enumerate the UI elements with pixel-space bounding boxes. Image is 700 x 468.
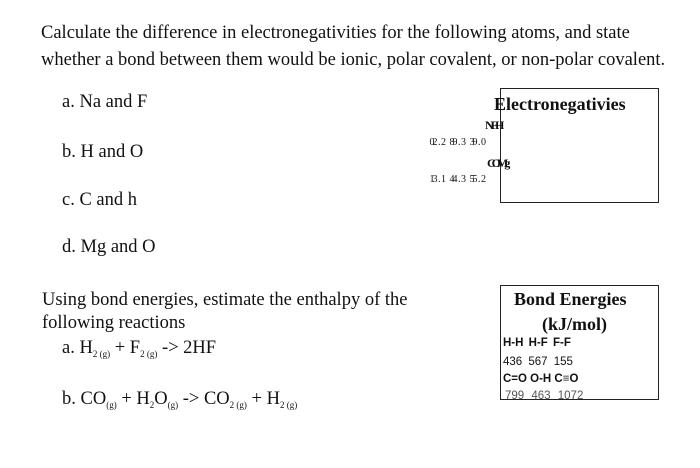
question-text: Mg and O: [80, 237, 156, 257]
question-letter: d.: [62, 237, 76, 257]
bond-headers-row2: C=O O-H C≡O: [503, 373, 579, 385]
reaction-o: O: [154, 389, 168, 409]
reaction-co: CO: [80, 389, 107, 409]
bond-energy-title-2: (kJ/mol): [542, 314, 607, 334]
bond-values-row1: 436 567 155: [503, 356, 573, 368]
question-a: [62, 92, 147, 113]
question-c: [62, 190, 137, 211]
reaction-h: H: [79, 338, 93, 358]
question-d: [62, 237, 156, 258]
bond-values-row2: 799 463 1072: [505, 390, 584, 402]
bond-energy-title-1: Bond Energies: [514, 289, 627, 309]
bond-headers-row1: H-H H-F F-F: [503, 337, 571, 349]
reaction-h-sub: 2: [149, 400, 155, 410]
question-text: C and h: [79, 190, 138, 210]
electronegativity-title: Electronegativies: [494, 94, 626, 114]
question-letter: c.: [62, 190, 75, 210]
reaction-co2-sub: 2 (g): [229, 400, 247, 410]
reaction-o-sub: (g): [167, 400, 179, 410]
reaction-h2-sub: 2 (g): [279, 400, 298, 410]
reaction-a: [62, 338, 216, 359]
question-letter: a.: [62, 92, 75, 112]
question-b: [62, 142, 143, 163]
en-symbols-row1: NFH: [485, 118, 502, 132]
question-text: H and O: [80, 142, 144, 162]
en-symbols-row2: COMg: [487, 156, 507, 170]
reaction-plus-h2: + H: [251, 389, 280, 409]
reaction-plus-h: + H: [121, 389, 150, 409]
reaction-plus-f: + F: [114, 338, 141, 358]
reaction-product: -> 2HF: [161, 338, 217, 358]
question-text: Na and F: [79, 92, 148, 112]
reaction-h-sub: 2 (g): [92, 349, 111, 359]
part2-instructions: Using bond energies, estimate the enthalpy of the following reactions: [42, 290, 408, 333]
reaction-letter: b.: [62, 389, 76, 409]
reaction-f-sub: 2 (g): [140, 349, 158, 359]
intro-paragraph: Calculate the difference in electronegativities for the following atoms, and state whether a bond between them would be ionic, polar covalent, or non-polar covalent.: [41, 23, 666, 70]
reaction-arrow-co2: -> CO: [182, 389, 230, 409]
question-letter: b.: [62, 142, 76, 162]
reaction-letter: a.: [62, 338, 75, 358]
reaction-b: [62, 389, 297, 410]
reaction-co-sub: (g): [106, 400, 117, 410]
